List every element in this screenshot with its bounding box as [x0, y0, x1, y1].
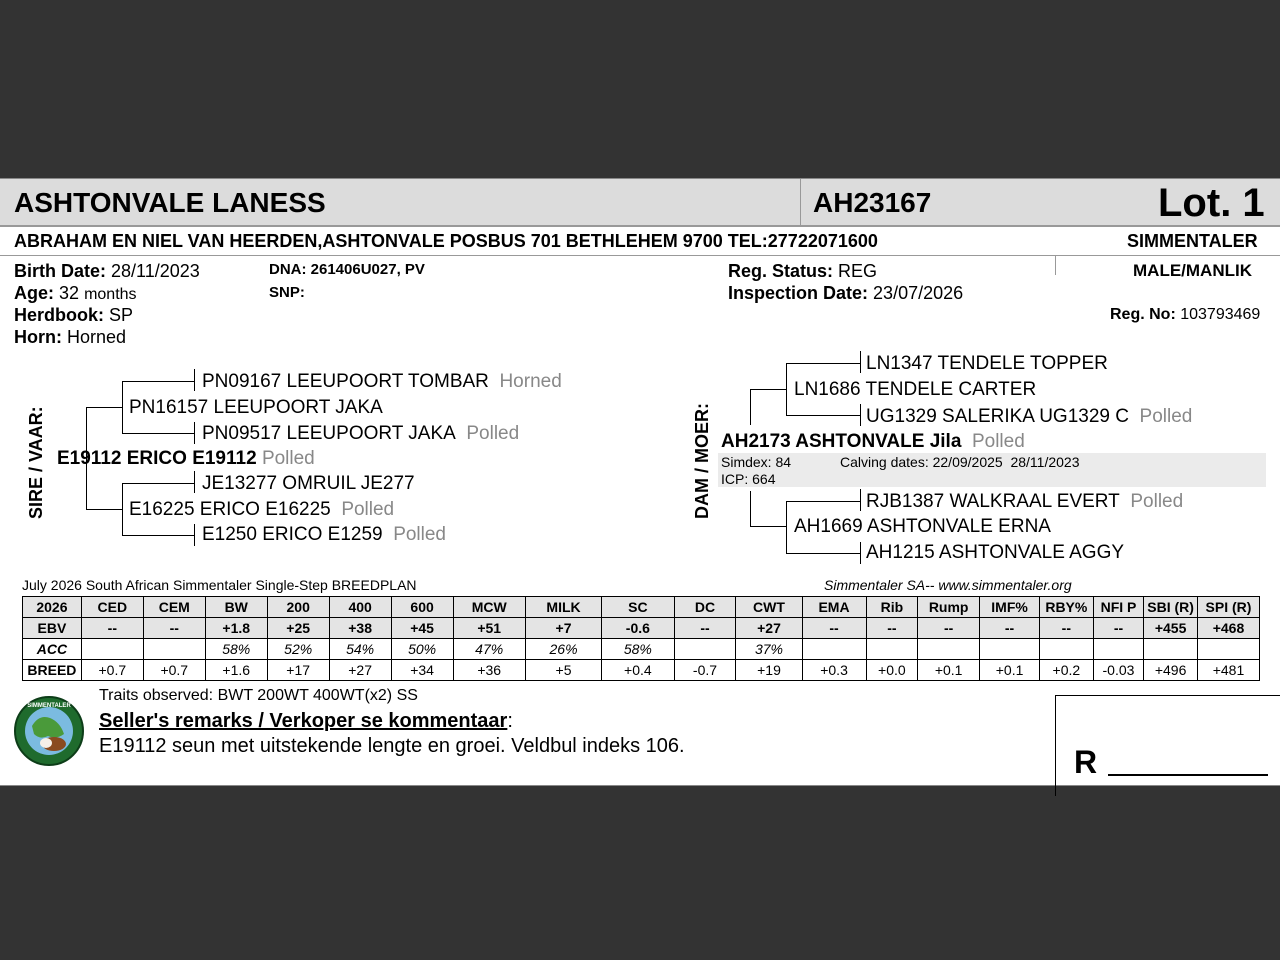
- dam-sire-sire: LN1347 TENDELE TOPPER: [866, 353, 1108, 374]
- acc-cell: [143, 639, 205, 660]
- dam-side-label: DAM / MOER:: [692, 403, 712, 519]
- ebv-cell: --: [1040, 618, 1094, 639]
- acc-cell: 54%: [329, 639, 391, 660]
- sire-side-label: SIRE / VAAR:: [26, 406, 46, 519]
- sire-dam-dam: E1250 ERICO E1259 Polled: [202, 524, 447, 545]
- breed-avg-cell: +0.1: [918, 660, 980, 681]
- acc-cell: 50%: [391, 639, 453, 660]
- ebv-header-cell: 2026: [23, 597, 82, 618]
- ebv-header-cell: 400: [329, 597, 391, 618]
- ebv-cell: --: [802, 618, 866, 639]
- ebv-cell: --: [143, 618, 205, 639]
- ebv-header-cell: 600: [391, 597, 453, 618]
- dd-bracket: [786, 501, 787, 553]
- calving-dates: Calving dates: 22/09/2025 28/11/2023: [840, 454, 1080, 470]
- reg-status: Reg. Status: REG: [728, 261, 878, 281]
- ds-bracket: [786, 363, 787, 415]
- ss-bracket: [122, 381, 123, 433]
- snp: SNP:: [269, 284, 305, 301]
- breed-avg-cell: -0.7: [674, 660, 736, 681]
- ebv-cell: --: [980, 618, 1040, 639]
- ebv-cell: +25: [267, 618, 329, 639]
- acc-row: [23, 639, 1260, 660]
- ebv-header-cell: SBI (R): [1144, 597, 1198, 618]
- breed-avg-cell: +34: [391, 660, 453, 681]
- ebv-header-cell: RBY%: [1040, 597, 1094, 618]
- acc-cell: ACC: [23, 639, 82, 660]
- acc-cell: [1144, 639, 1198, 660]
- ebv-header-cell: CED: [81, 597, 143, 618]
- age: Age: 32 months: [14, 283, 137, 303]
- ebv-header-cell: 200: [267, 597, 329, 618]
- animal-id: AH23167: [813, 187, 932, 218]
- breed-avg-cell: +36: [453, 660, 525, 681]
- breed-avg-cell: +0.1: [980, 660, 1040, 681]
- dam-bracket-top: [750, 389, 751, 425]
- dam-sire-dam: UG1329 SALERIKA UG1329 C Polled: [866, 406, 1193, 427]
- breed-avg-cell: +496: [1144, 660, 1198, 681]
- ebv-header-cell: MCW: [453, 597, 525, 618]
- sellers-remarks: E19112 seun met uitstekende lengte en groei. Veldbul indeks 106.: [99, 735, 685, 757]
- price-label: R: [1074, 744, 1098, 780]
- herdbook: Herdbook: SP: [14, 305, 134, 325]
- ebv-cell: +1.8: [205, 618, 267, 639]
- animal-name: ASHTONVALE LANESS: [14, 187, 326, 218]
- breed-avg-cell: +19: [736, 660, 802, 681]
- acc-cell: 52%: [267, 639, 329, 660]
- ebv-header-cell: MILK: [525, 597, 601, 618]
- price-line[interactable]: [1108, 774, 1268, 776]
- ebv-header-cell: NFI P: [1093, 597, 1144, 618]
- breed-avg-row: [23, 660, 1260, 681]
- ebv-header-cell: SPI (R): [1197, 597, 1259, 618]
- ebv-row: [23, 618, 1260, 639]
- acc-cell: [918, 639, 980, 660]
- breed-avg-cell: +481: [1197, 660, 1259, 681]
- sex: MALE/MANLIK: [1133, 261, 1252, 280]
- acc-cell: 37%: [736, 639, 802, 660]
- price-box: [1055, 695, 1280, 796]
- breed-name: SIMMENTALER: [1127, 231, 1258, 251]
- ebv-cell: +38: [329, 618, 391, 639]
- breed-avg-cell: BREED: [23, 660, 82, 681]
- ebv-cell: --: [81, 618, 143, 639]
- ebv-header-cell: EMA: [802, 597, 866, 618]
- dam-bracket-bottom: [750, 491, 751, 527]
- breed-avg-cell: -0.03: [1093, 660, 1144, 681]
- sellers-remarks-title: Seller's remarks / Verkoper se kommentaar:: [99, 710, 513, 732]
- ebv-cell: --: [918, 618, 980, 639]
- sire-sire-sire: PN09167 LEEUPOORT TOMBAR Horned: [202, 371, 562, 392]
- breed-avg-cell: +0.3: [802, 660, 866, 681]
- acc-cell: [81, 639, 143, 660]
- inspection-date: Inspection Date: 23/07/2026: [728, 283, 964, 303]
- acc-cell: [1040, 639, 1094, 660]
- ebv-cell: +45: [391, 618, 453, 639]
- dam-sire: LN1686 TENDELE CARTER: [794, 379, 1037, 400]
- breedplan-website: Simmentaler SA-- www.simmentaler.org: [824, 577, 1072, 593]
- breed-avg-cell: +0.4: [602, 660, 674, 681]
- acc-cell: 58%: [205, 639, 267, 660]
- owner-divider: [1055, 255, 1056, 275]
- acc-cell: [1093, 639, 1144, 660]
- reg-number: Reg. No: 103793469: [1110, 306, 1261, 323]
- ebv-header-cell: SC: [602, 597, 674, 618]
- acc-cell: [802, 639, 866, 660]
- ebv-cell: --: [1093, 618, 1144, 639]
- lot-number: Lot. 1: [1158, 181, 1265, 225]
- horn-status: Horn: Horned: [14, 327, 127, 347]
- ebv-header-cell: Rump: [918, 597, 980, 618]
- title-divider: [800, 179, 801, 225]
- ebv-header-cell: IMF%: [980, 597, 1040, 618]
- breed-avg-cell: +0.2: [1040, 660, 1094, 681]
- ebv-cell: +468: [1197, 618, 1259, 639]
- ebv-header-cell: CWT: [736, 597, 802, 618]
- breed-avg-cell: +27: [329, 660, 391, 681]
- logo-text: SIMMENTALER: [27, 703, 71, 709]
- icp: ICP: 664: [721, 471, 776, 487]
- breed-avg-cell: +17: [267, 660, 329, 681]
- ebv-cell: +7: [525, 618, 601, 639]
- ebv-header-cell: CEM: [143, 597, 205, 618]
- ebv-table: [22, 596, 1260, 681]
- acc-cell: [866, 639, 918, 660]
- dam-name: AH2173 ASHTONVALE Jila Polled: [721, 431, 1025, 452]
- simdex: Simdex: 84: [721, 454, 792, 470]
- dam-dam-dam: AH1215 ASHTONVALE AGGY: [866, 542, 1125, 563]
- ebv-header-row: [23, 597, 1260, 618]
- sire-dam: E16225 ERICO E16225 Polled: [129, 499, 395, 520]
- sire-sire-dam: PN09517 LEEUPOORT JAKA Polled: [202, 423, 520, 444]
- dam-dam-sire: RJB1387 WALKRAAL EVERT Polled: [866, 491, 1184, 512]
- acc-cell: [674, 639, 736, 660]
- breed-avg-cell: +0.0: [866, 660, 918, 681]
- birth-date: Birth Date: 28/11/2023: [14, 261, 200, 281]
- breed-avg-cell: +0.7: [81, 660, 143, 681]
- ebv-cell: +27: [736, 618, 802, 639]
- sire-dam-sire: JE13277 OMRUIL JE277: [202, 473, 415, 494]
- ebv-header-cell: DC: [674, 597, 736, 618]
- owner-band: [0, 227, 1280, 256]
- ebv-cell: +51: [453, 618, 525, 639]
- sire-sire: PN16157 LEEUPOORT JAKA: [129, 397, 383, 418]
- ebv-cell: EBV: [23, 618, 82, 639]
- owner-text: ABRAHAM EN NIEL VAN HEERDEN,ASHTONVALE POSBUS 701 BETHLEHEM 9700 TEL:27722071600: [14, 231, 878, 251]
- acc-cell: 47%: [453, 639, 525, 660]
- sd-bracket: [122, 483, 123, 535]
- breed-avg-cell: +1.6: [205, 660, 267, 681]
- dam-dam: AH1669 ASHTONVALE ERNA: [794, 516, 1051, 537]
- sire-name: E19112 ERICO E19112 Polled: [57, 448, 315, 469]
- ebv-header-cell: BW: [205, 597, 267, 618]
- traits-observed: Traits observed: BWT 200WT 400WT(x2) SS: [99, 687, 418, 704]
- ebv-cell: --: [866, 618, 918, 639]
- title-band: [0, 179, 1280, 227]
- ebv-cell: -0.6: [602, 618, 674, 639]
- dna: DNA: 261406U027, PV: [269, 261, 425, 278]
- breedplan-caption: July 2026 South African Simmentaler Single-Step BREEDPLAN: [22, 577, 417, 593]
- acc-cell: 26%: [525, 639, 601, 660]
- acc-cell: [980, 639, 1040, 660]
- breed-avg-cell: +0.7: [143, 660, 205, 681]
- simmentaler-logo: [14, 696, 84, 766]
- ebv-cell: --: [674, 618, 736, 639]
- acc-cell: 58%: [602, 639, 674, 660]
- breed-avg-cell: +5: [525, 660, 601, 681]
- ebv-header-cell: Rib: [866, 597, 918, 618]
- lot-card: [0, 178, 1280, 786]
- acc-cell: [1197, 639, 1259, 660]
- ebv-cell: +455: [1144, 618, 1198, 639]
